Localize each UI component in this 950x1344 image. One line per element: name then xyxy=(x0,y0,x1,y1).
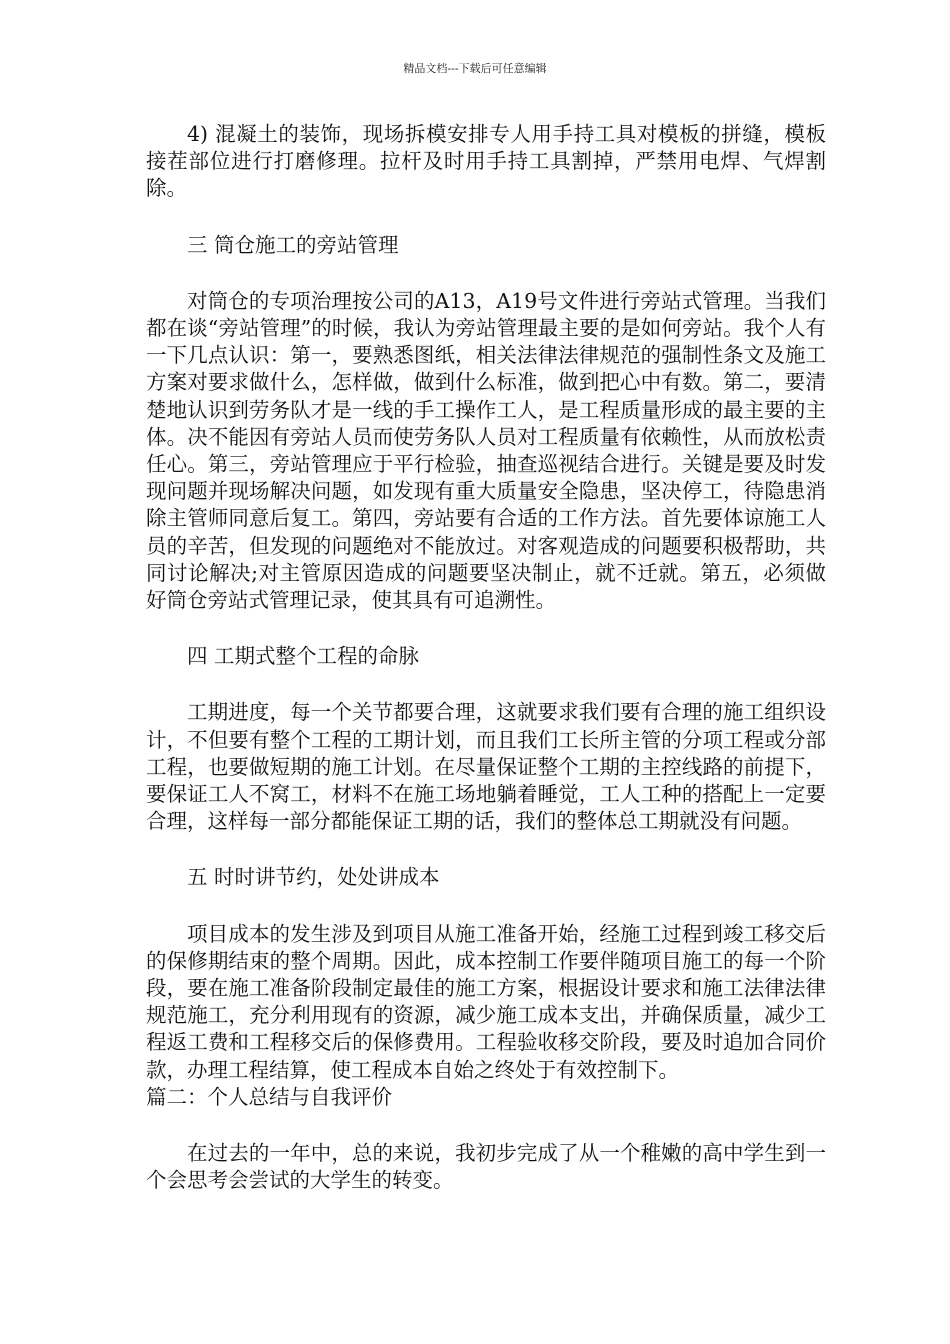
document-body xyxy=(146,121,826,1195)
section-heading-cost: 五 时时讲节约，处处讲成本 xyxy=(187,865,440,890)
paragraph-silo-supervision: 对筒仓的专项治理按公司的A13，A19号文件进行旁站式管理。当我们都在谈“旁站管理”的时候，我认为旁站管理最主要的是如何旁站。我个人有一下几点认识：第一，要熟悉图纸，相关法律法律规范的强制性条文及施工方案对要求做什么，怎样做，做到什么标准，做到把心中有数。第二，要清楚地认识到劳务队才是一线的手工操作工人，是工程质量形成的最主要的主体。决不能因有旁站人员而使劳务队人员对工程质量有依赖性，从而放松责任心。第三，旁站管理应于平行检验，抽查巡视结合进行。关键是要及时发现问题并现场解决问题，如发现有重大质量安全隐患，坚决停工，待隐患消除主管师同意后复工。第四，旁站要有合适的工作方法。首先要体谅施工人员的辛苦，但发现的问题绝对不能放过。对客观造成的问题要积极帮助，共同讨论解决;对主管原因造成的问题要坚决制止，就不迁就。第五，必须做好筒仓旁站式管理记录，使其具有可追溯性。 xyxy=(146,288,826,613)
page-header: 精品文档---下载后可任意编辑 xyxy=(403,62,547,75)
part-two-title: 篇二：个人总结与自我评价 xyxy=(146,1084,392,1109)
paragraph-concrete-finishing: 4) 混凝土的装饰，现场拆模安排专人用手持工具对模板的拼缝，模板接茬部位进行打磨修理。拉杆及时用手持工具割掉，严禁用电焊、气焊割除。 xyxy=(146,122,826,201)
paragraph-schedule: 工期进度，每一个关节都要合理，这就要求我们要有合理的施工组织设计，不但要有整个工程的工期计划，而且我们工长所主管的分项工程或分部工程，也要做短期的施工计划。在尽量保证整个工期的主控线路的前提下，要保证工人不窝工，材料不在施工场地躺着睡觉，工人工种的搭配上一定要合理，这样每一部分都能保证工期的话，我们的整体总工期就没有问题。 xyxy=(146,700,826,834)
section-heading-silo-supervision: 三 筒仓施工的旁站管理 xyxy=(187,232,399,257)
section-heading-schedule: 四 工期式整个工程的命脉 xyxy=(187,644,420,669)
paragraph-self-evaluation: 在过去的一年中，总的来说，我初步完成了从一个稚嫩的高中学生到一个会思考会尝试的大学生的转变。 xyxy=(146,1141,826,1193)
paragraph-cost: 项目成本的发生涉及到项目从施工准备开始，经施工过程到竣工移交后的保修期结束的整个周期。因此，成本控制工作要伴随项目施工的每一个阶段，要在施工准备阶段制定最佳的施工方案，根据设计要求和施工法律法律规范施工，充分利用现有的资源，减少施工成本支出，并确保质量，减少工程返工费和工程移交后的保修费用。工程验收移交阶段，要及时追加合同价款，办理工程结算，使工程成本自始之终处于有效控制下。 xyxy=(146,921,826,1082)
